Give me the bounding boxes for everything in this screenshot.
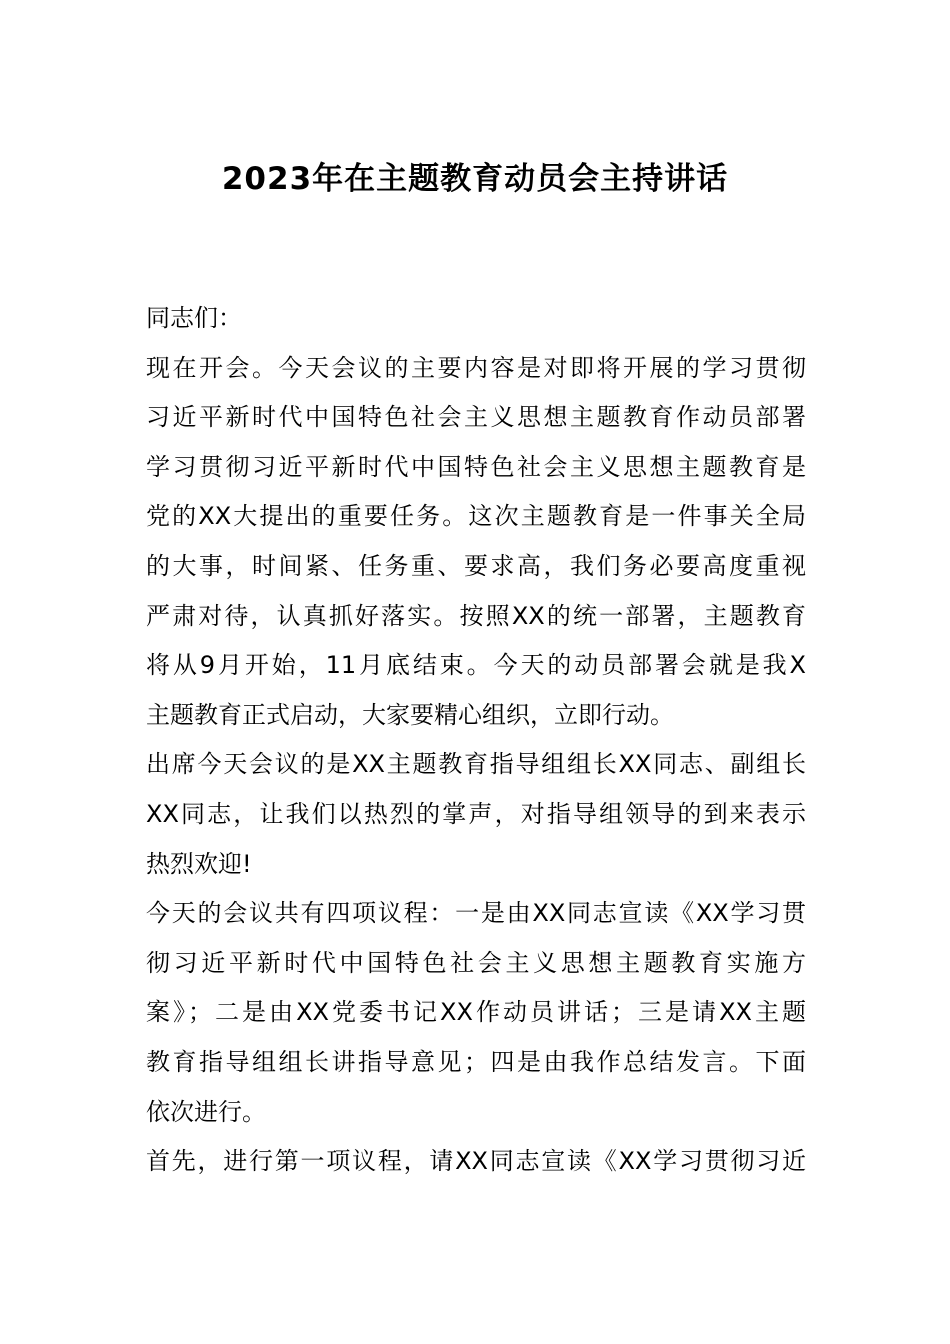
text-line: 党的XX大提出的重要任务。这次主题教育是一件事关全局 (146, 502, 806, 531)
text-line: 热烈欢迎! (146, 849, 252, 878)
text-line: 习近平新时代中国特色社会主义思想主题教育作动员部署 (146, 403, 806, 432)
text-line: 首先，进行第一项议程，请XX同志宣读《XX学习贯彻习近 (146, 1147, 806, 1176)
text-line: 主题教育正式启动，大家要精心组织，立即行动。 (146, 700, 674, 729)
text-line: 严肃对待，认真抓好落实。按照XX的统一部署，主题教育 (146, 601, 806, 630)
text-line: 彻习近平新时代中国特色社会主义思想主题教育实施方 (146, 948, 806, 977)
document-title: 2023年在主题教育动员会主持讲话 (221, 161, 729, 197)
text-line: 教育指导组组长讲指导意见；四是由我作总结发言。下面 (146, 1047, 806, 1076)
text-line: 学习贯彻习近平新时代中国特色社会主义思想主题教育是 (146, 452, 806, 481)
text-line: 出席今天会议的是XX主题教育指导组组长XX同志、副组长 (146, 750, 806, 779)
text-line: 同志们： (146, 304, 242, 332)
document-body (146, 294, 806, 1187)
text-line: 现在开会。今天会议的主要内容是对即将开展的学习贯彻 (146, 353, 806, 382)
text-line: XX同志，让我们以热烈的掌声，对指导组领导的到来表示 (146, 799, 806, 828)
text-line: 依次进行。 (146, 1097, 266, 1126)
text-line: 案》；二是由XX党委书记XX作动员讲话；三是请XX主题 (146, 998, 806, 1027)
text-line: 将从9月开始，11月底结束。今天的动员部署会就是我X (146, 651, 806, 680)
text-line: 今天的会议共有四项议程：一是由XX同志宣读《XX学习贯 (146, 899, 806, 928)
text-line: 的大事，时间紧、任务重、要求高，我们务必要高度重视 (146, 551, 806, 580)
